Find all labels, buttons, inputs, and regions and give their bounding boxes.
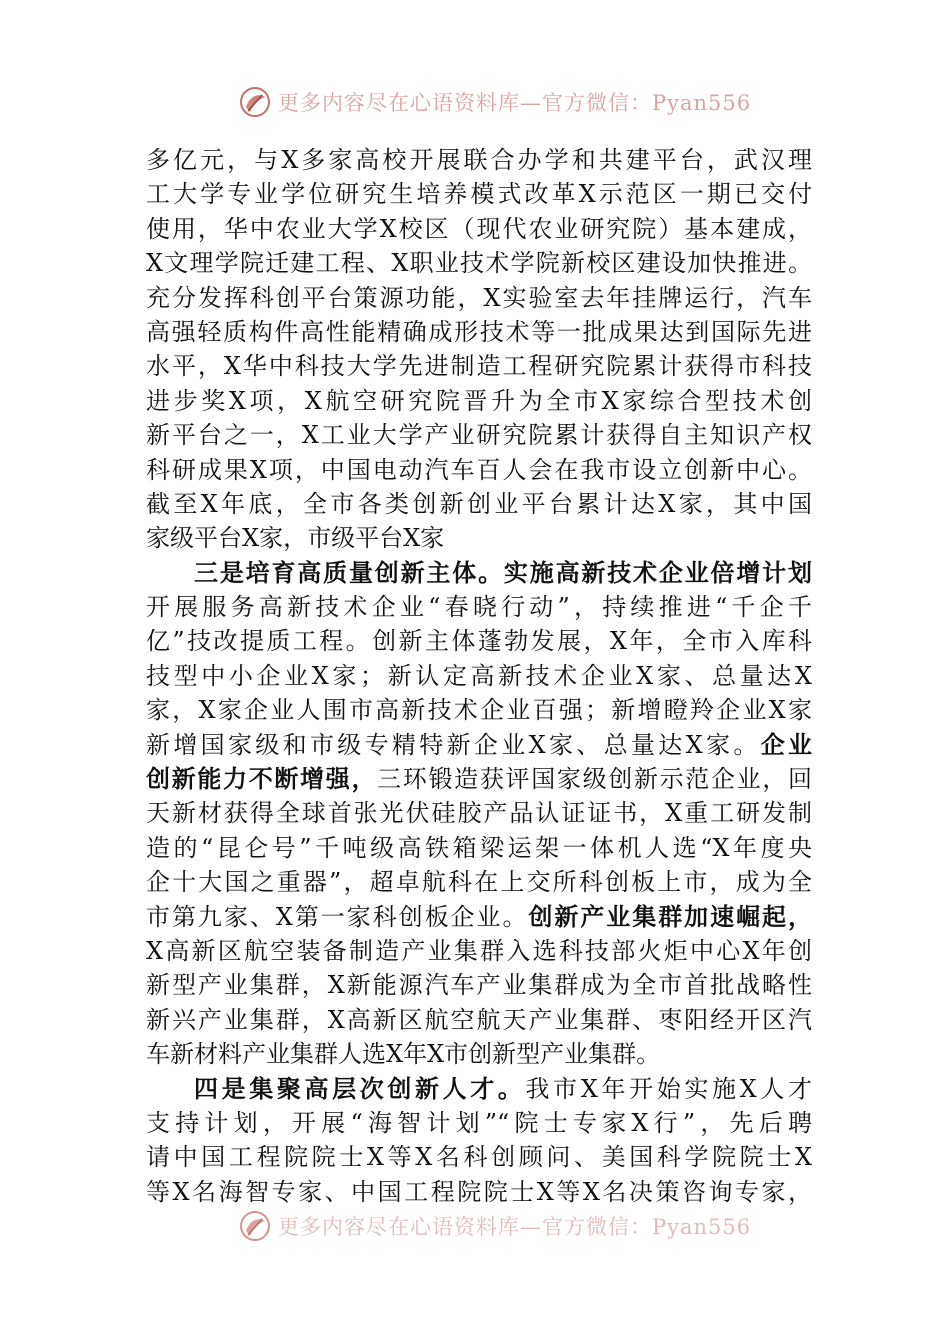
text-line [146, 246, 812, 280]
text-line [146, 728, 812, 762]
text-run: 新增国家级和市级专精特新企业X家、总量达X家。 [146, 730, 761, 759]
text-line [146, 281, 812, 315]
text-line [146, 349, 812, 383]
text-run: 我市X年开始实施X人才 [525, 1074, 812, 1103]
bold-text-run: 三是培育高质量创新主体。实施高新技术企业倍增计划 [194, 557, 812, 587]
text-line [146, 1072, 812, 1106]
text-run: 等X名海智专家、中国工程院院士X等X名决策咨询专家， [146, 1177, 812, 1206]
document-body [146, 143, 812, 1209]
text-line [146, 900, 812, 934]
text-line [146, 315, 812, 349]
text-run: 充分发挥科创平台策源功能，X实验室去年挂牌运行，汽车 [146, 283, 812, 312]
text-line [146, 1037, 812, 1071]
text-run: 车新材料产业集群人选X年X市创新型产业集群。 [146, 1040, 661, 1069]
bold-text-run: 创新产业集群加速崛起， [528, 901, 812, 931]
bold-text-run: 企业 [760, 729, 812, 759]
text-run: 多亿元，与X多家高校开展联合办学和共建平台，武汉理 [146, 146, 812, 174]
text-run: 科研成果X项，中国电动汽车百人会在我市设立创新中心。 [146, 455, 812, 484]
watermark-header [0, 82, 950, 122]
text-line [146, 968, 812, 1002]
text-line [146, 384, 812, 418]
watermark-logo-icon [238, 1209, 272, 1243]
text-run: 高强轻质构件高性能精确成形技术等一批成果达到国际先进 [146, 317, 812, 346]
text-run: 三环锻造获评国家级创新示范企业，回 [377, 765, 812, 794]
text-run: 企十大国之重器”，超卓航科在上交所科创板上市，成为全 [146, 868, 812, 897]
text-line [146, 143, 812, 177]
text-run: 使用，华中农业大学X校区（现代农业研究院）基本建成， [146, 214, 812, 243]
text-line [146, 1175, 812, 1209]
text-line [146, 556, 812, 590]
text-line [146, 865, 812, 899]
text-line [146, 590, 812, 624]
text-run: 请中国工程院院士X等X名科创顾问、美国科学院院士X [146, 1143, 812, 1172]
text-run: 截至X年底，全市各类创新创业平台累计达X家，其中国 [146, 489, 812, 518]
watermark-text: 更多内容尽在心语资料库—官方微信：Pyan556 [278, 91, 752, 115]
text-run: 市第九家、X第一家科创板企业。 [146, 902, 529, 931]
bold-text-run: 创新能力不断增强， [146, 764, 378, 794]
text-line [146, 212, 812, 246]
bold-text-run: 四是集聚高层次创新人才。 [194, 1073, 526, 1103]
text-run: 技型中小企业X家；新认定高新技术企业X家、总量达X [146, 661, 812, 690]
text-run: X高新区航空装备制造产业集群入选科技部火炬中心X年创 [146, 936, 812, 965]
text-line [146, 453, 812, 487]
text-line [146, 1003, 812, 1037]
text-run: 新平台之一，X工业大学产业研究院累计获得自主知识产权 [146, 421, 812, 450]
text-line [146, 796, 812, 830]
text-line [146, 659, 812, 693]
text-line [146, 693, 812, 727]
text-run: 新型产业集群，X新能源汽车产业集群成为全市首批战略性 [146, 971, 812, 1000]
text-line [146, 177, 812, 211]
text-run: 开展服务高新技术企业“春晓行动”，持续推进“千企千 [146, 593, 812, 622]
text-line [146, 1106, 812, 1140]
text-line [146, 521, 812, 555]
text-run: 支持计划，开展“海智计划”“院士专家X行”，先后聘 [146, 1108, 812, 1137]
text-line [146, 762, 812, 796]
text-run: 家级平台X家，市级平台X家 [146, 524, 445, 553]
text-run: 亿”技改提质工程。创新主体蓬勃发展，X年，全市入库科 [146, 627, 812, 656]
text-run: 水平，X华中科技大学先进制造工程研究院累计获得市科技 [146, 352, 812, 381]
text-line [146, 934, 812, 968]
text-line [146, 624, 812, 658]
text-run: 新兴产业集群，X高新区航空航天产业集群、枣阳经开区汽 [146, 1005, 812, 1034]
text-line [146, 1140, 812, 1174]
text-run: 家，X家企业人围市高新技术企业百强；新增瞪羚企业X家 [146, 696, 812, 725]
text-run: 进步奖X项，X航空研究院晋升为全市X家综合型技术创 [146, 386, 812, 415]
text-line [146, 487, 812, 521]
watermark-logo-icon [238, 85, 272, 119]
text-run: 工大学专业学位研究生培养模式改革X示范区一期已交付 [146, 180, 812, 209]
watermark-text: 更多内容尽在心语资料库—官方微信：Pyan556 [278, 1215, 752, 1239]
text-run: X文理学院迁建工程、X职业技术学院新校区建设加快推进。 [146, 249, 812, 278]
watermark-footer [0, 1206, 950, 1246]
text-line [146, 418, 812, 452]
text-run: 天新材获得全球首张光伏硅胶产品认证证书，X重工研发制 [146, 799, 812, 828]
text-line [146, 831, 812, 865]
text-run: 造的“昆仑号”千吨级高铁箱梁运架一体机人选“X年度央 [146, 833, 812, 862]
